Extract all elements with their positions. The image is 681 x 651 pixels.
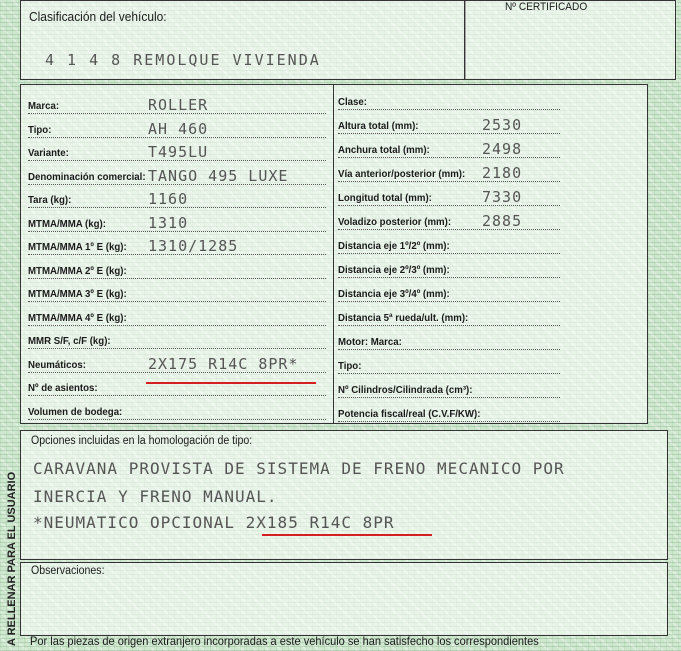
left-field-label: MTMA/MMA (kg): (28, 217, 106, 230)
right-field-dotted-line (338, 325, 560, 326)
right-field-dotted-line (338, 229, 560, 230)
left-field-label: MTMA/MMA 3º E (kg): (28, 288, 127, 300)
options-label: Opciones incluidas en la homologación de tipo: (31, 435, 253, 447)
footer-text: Por las piezas de origen extranjero incorporadas a este vehículo se han satisfecho los correspondientes (30, 634, 539, 648)
right-field-dotted-line (338, 181, 560, 182)
left-field-label: Nº de asientos: (28, 382, 98, 394)
options-line-3: *NEUMATICO OPCIONAL 2X185 R14C 8PR (33, 513, 395, 532)
right-field-value: 2530 (482, 116, 523, 134)
right-field-label: Anchura total (mm): (338, 144, 430, 156)
right-field-dotted-line (338, 253, 560, 254)
side-text: A RELLENAR PARA EL USUARIO (6, 471, 18, 646)
left-field-value: ROLLER (148, 96, 209, 114)
left-field-value: AH 460 (148, 119, 209, 138)
classification-label: Clasificación del vehículo: (29, 9, 167, 24)
right-field-label: Altura total (mm): (338, 120, 419, 132)
left-field-dotted-line (28, 325, 326, 326)
left-field-label: MTMA/MMA 1º E (kg): (28, 241, 127, 253)
right-field-value: 2180 (482, 164, 523, 182)
right-field-label: Clase: (338, 96, 367, 108)
left-field-label: Marca: (28, 100, 60, 112)
left-field-dotted-line (28, 395, 326, 396)
classification-box (20, 0, 466, 80)
left-field-value: 1310/1285 (148, 237, 239, 255)
right-field-label: Vía anterior/posterior (mm): (338, 168, 466, 180)
left-field-value: 2X175 R14C 8PR* (148, 354, 299, 373)
right-field-label: Longitud total (mm): (338, 192, 432, 204)
left-field-dotted-line (28, 278, 326, 279)
options-line-2: INERCIA Y FRENO MANUAL. (33, 487, 278, 506)
right-field-dotted-line (338, 421, 560, 422)
right-field-label: Voladizo posterior (mm): (338, 216, 452, 228)
right-field-label: Distancia 5ª rueda/ult. (mm): (338, 312, 469, 324)
right-field-value: 2885 (482, 212, 523, 230)
left-field-value: 1310 (148, 213, 189, 232)
left-field-dotted-line (28, 348, 326, 349)
left-field-label: Tipo: (28, 123, 52, 136)
right-field-dotted-line (338, 373, 560, 374)
left-field-value: T495LU (148, 143, 209, 161)
right-field-label: Nº Cilindros/Cilindrada (cm³): (338, 384, 473, 396)
right-field-dotted-line (338, 205, 560, 206)
left-field-dotted-line (28, 301, 326, 302)
right-field-dotted-line (338, 157, 560, 158)
left-field-label: Denominación comercial: (28, 170, 146, 183)
optional-tire-underline (262, 534, 432, 536)
left-field-label: Variante: (28, 147, 69, 159)
left-field-value: TANGO 495 LUXE (148, 166, 289, 185)
column-divider (333, 85, 334, 423)
right-field-dotted-line (338, 277, 560, 278)
right-field-label: Distancia eje 2º/3º (mm): (338, 264, 450, 276)
left-field-label: Volumen de bodega: (28, 405, 123, 418)
right-field-dotted-line (338, 397, 560, 398)
right-field-label: Distancia eje 1º/2º (mm): (338, 240, 450, 252)
options-line-1: CARAVANA PROVISTA DE SISTEMA DE FRENO MECANICO POR (33, 459, 565, 478)
options-box (20, 430, 668, 560)
right-field-label: Potencia fiscal/real (C.V.F/KW): (338, 408, 481, 420)
certificate-label: Nº CERTIFICADO (505, 1, 588, 13)
right-field-value: 7330 (482, 188, 523, 206)
right-field-label: Motor: Marca: (338, 336, 402, 348)
right-field-dotted-line (338, 109, 560, 110)
right-field-value: 2498 (482, 140, 523, 158)
certificate-box (464, 0, 676, 80)
observations-box (20, 562, 668, 636)
classification-value: 4 1 4 8 REMOLQUE VIVIENDA (45, 51, 321, 69)
left-field-dotted-line (28, 419, 326, 420)
left-field-label: MTMA/MMA 4º E (kg): (28, 311, 127, 324)
right-field-label: Distancia eje 3º/4º (mm): (338, 288, 450, 300)
right-field-dotted-line (338, 301, 560, 302)
left-field-value: 1160 (148, 190, 189, 208)
left-field-label: MTMA/MMA 2º E (kg): (28, 264, 127, 277)
left-field-label: MMR S/F, c/F (kg): (28, 335, 111, 347)
left-field-label: Tara (kg): (28, 194, 72, 206)
right-field-dotted-line (338, 133, 560, 134)
left-field-label: Neumáticos: (28, 358, 86, 371)
observations-label: Observaciones: (31, 565, 105, 577)
right-field-dotted-line (338, 349, 560, 350)
right-field-label: Tipo: (338, 360, 362, 372)
tire-underline (146, 382, 316, 384)
